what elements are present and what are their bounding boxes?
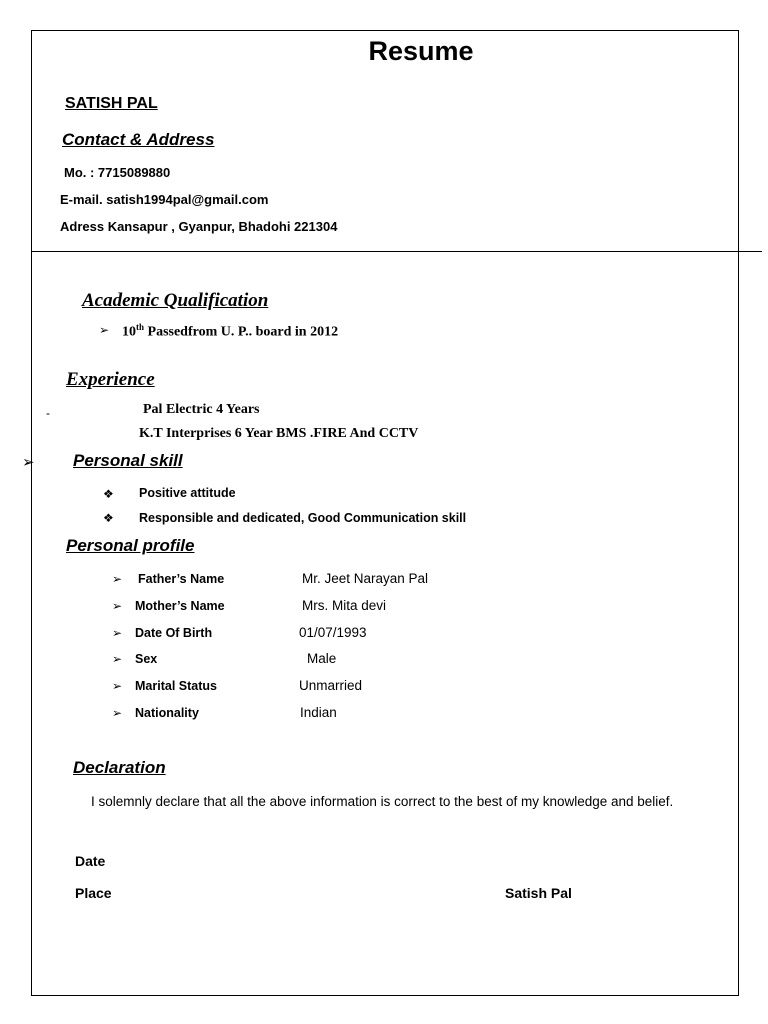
candidate-name: SATISH PAL (65, 95, 158, 112)
arrow-bullet-icon: ➢ (112, 679, 123, 693)
personal-skill-heading: Personal skill (73, 451, 183, 470)
personal-profile-heading: Personal profile (66, 536, 195, 555)
profile-value: Male (307, 651, 337, 666)
contact-heading: Contact & Address (62, 130, 215, 149)
page-title: Resume (368, 36, 474, 66)
experience-heading: Experience (66, 369, 155, 390)
skill-item: Positive attitude (139, 486, 236, 500)
arrow-bullet-icon: ➢ (112, 706, 123, 720)
academic-heading: Academic Qualification (82, 290, 269, 311)
profile-label: Nationality (135, 706, 199, 720)
arrow-bullet-icon: ➢ (99, 323, 110, 337)
arrow-bullet-icon: ➢ (112, 572, 123, 586)
profile-label: Marital Status (135, 679, 217, 693)
profile-label: Mother’s Name (135, 599, 225, 613)
profile-label: Father’s Name (138, 572, 225, 586)
arrow-bullet-icon: ➢ (112, 626, 123, 640)
arrow-bullet-icon: ➢ (112, 599, 123, 613)
profile-value: 01/07/1993 (299, 625, 367, 640)
mobile-number: Mo. : 7715089880 (64, 165, 171, 180)
stray-dash: - (46, 406, 50, 420)
arrow-bullet-icon: ➢ (112, 652, 123, 666)
experience-item: Pal Electric 4 Years (143, 402, 260, 417)
profile-value: Mrs. Mita devi (302, 598, 387, 613)
declaration-text: I solemnly declare that all the above information is correct to the best of my knowledge and belief. (91, 794, 674, 809)
email-address: E-mail. satish1994pal@gmail.com (60, 192, 269, 207)
skill-item: Responsible and dedicated, Good Communication skill (139, 511, 467, 525)
postal-address: Adress Kansapur , Gyanpur, Bhadohi 221304 (60, 219, 338, 234)
experience-item: K.T Interprises 6 Year BMS .FIRE And CCTV (139, 426, 419, 441)
profile-value: Mr. Jeet Narayan Pal (302, 571, 429, 586)
profile-label: Date Of Birth (135, 626, 213, 640)
diamond-bullet-icon: ❖ (103, 511, 114, 525)
signature-name: Satish Pal (505, 885, 572, 901)
diamond-bullet-icon: ❖ (103, 487, 114, 501)
declaration-heading: Declaration (73, 758, 166, 777)
date-label: Date (75, 853, 106, 869)
divider-line (31, 251, 762, 252)
profile-value: Indian (300, 705, 337, 720)
profile-value: Unmarried (299, 678, 363, 693)
profile-label: Sex (135, 652, 158, 666)
academic-item: 10th Passedfrom U. P.. board in 2012 (122, 322, 339, 340)
arrow-bullet-icon: ➢ (22, 454, 35, 471)
place-label: Place (75, 885, 112, 901)
